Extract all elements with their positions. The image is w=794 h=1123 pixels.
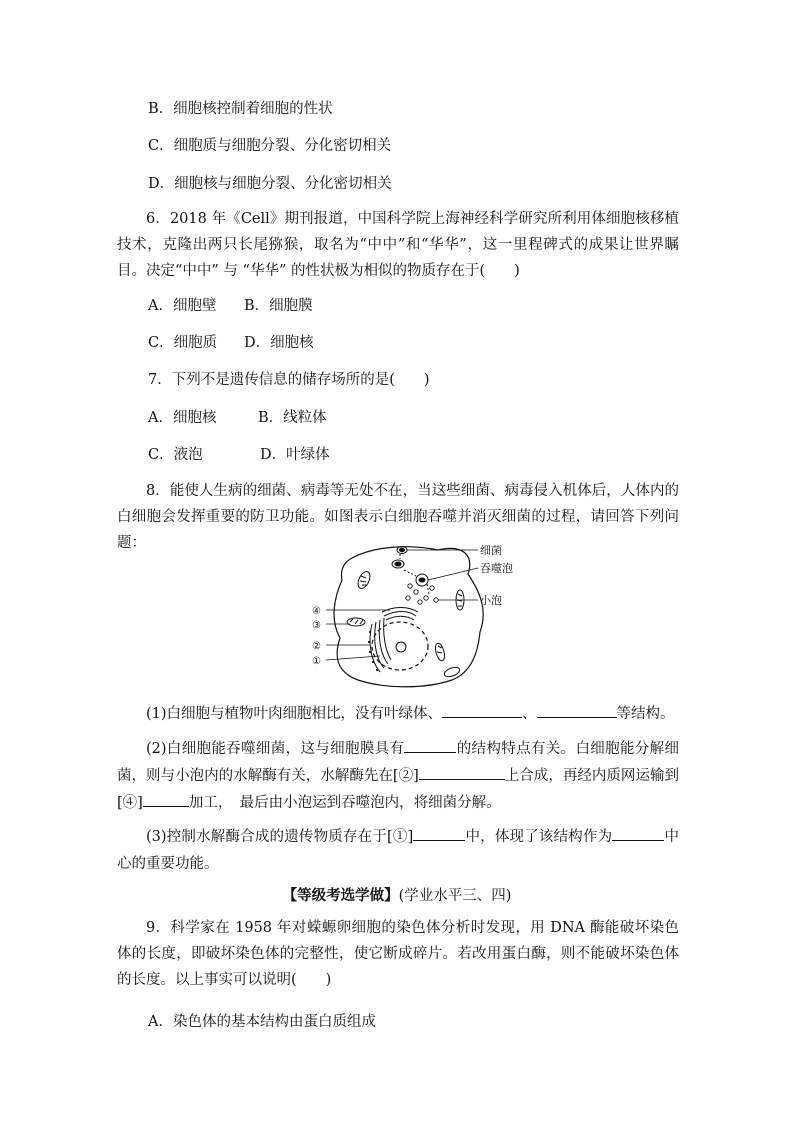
label-bacteria: 细菌	[480, 544, 502, 557]
mitochondria	[347, 570, 464, 679]
q7-option-a: A．细胞核	[148, 410, 217, 426]
q8-sub1-text-a: (1)白细胞与植物叶肉细胞相比，没有叶绿体、	[146, 706, 443, 722]
q8-sub2-text-d: 加工， 最后由小泡运到吞噬泡内，将细菌分解。	[188, 795, 501, 811]
golgi-apparatus	[382, 608, 418, 621]
label-phagosome: 吞噬泡	[480, 562, 513, 575]
cell-membrane	[334, 547, 483, 687]
q7-stem: 7．下列不是遗传信息的储存场所的是( )	[148, 372, 430, 388]
q7-option-c: C．液泡	[148, 447, 203, 463]
endoplasmic-reticulum	[370, 618, 391, 672]
q9-stem: 9．科学家在 1958 年对蝾螈卵细胞的染色体分析时发现，用 DNA 酶能破坏染色体的长度，即破坏染色体的完整性，使它断成碎片。若改用蛋白酶，则不能破坏染色体的长度。以上事实可以说明( )	[117, 920, 679, 988]
q9-option-a: A．染色体的基本结构由蛋白质组成	[148, 1014, 376, 1030]
q6-option-d: D．细胞核	[244, 335, 314, 351]
q8-sub2-blank-1[interactable]	[404, 736, 456, 753]
q5-option-b: B．细胞核控制着细胞的性状	[148, 101, 333, 117]
q8-sub1	[117, 701, 679, 727]
q8-sub3-text-b: 中，体现了该结构作为	[465, 829, 613, 845]
q8-sub1-blank-1[interactable]	[442, 701, 522, 718]
q6-stem: 6．2018 年《Cell》期刊报道，中国科学院上海神经科学研究所利用体细胞核移植技术，克隆出两只长尾猕猴，取名为“中中”和“华华”，这一里程碑式的成果让世界瞩目。决定“中中” 与 “华华” 的性状极为相似的物质存在于( )	[117, 211, 679, 279]
q5-option-d: D．细胞核与细胞分裂、分化密切相关	[148, 176, 392, 192]
q7-option-d: D．叶绿体	[260, 447, 330, 463]
q8-sub3-text-c: 中心的重要功能。	[117, 829, 680, 872]
q7-options-row1	[148, 409, 327, 427]
nucleolus	[396, 642, 406, 652]
q5-option-c: C．细胞质与细胞分裂、分化密切相关	[148, 138, 392, 154]
label-vesicle: 小泡	[480, 594, 502, 607]
white-blood-cell-figure	[312, 540, 542, 690]
vesicles	[406, 584, 438, 604]
q8-sub1-blank-2[interactable]	[537, 701, 617, 718]
section-title-rest: (学业水平三、四)	[398, 888, 512, 904]
q8-sub2-text-b: 的结构特点有关。白细胞能分解细菌，则与小泡内的水解酶有关，水解酶先在[②]	[117, 741, 679, 784]
q8-sub3-text-a: (3)控制水解酶合成的遗传物质存在于[①]	[146, 829, 414, 845]
label-2: ②	[312, 641, 321, 652]
q8-sub2	[117, 736, 679, 817]
q8-sub2-blank-3[interactable]	[143, 790, 189, 807]
q7-option-b: B．线粒体	[258, 410, 327, 426]
q6-option-c: C．细胞质	[148, 335, 218, 351]
q8-sub3-blank-2[interactable]	[612, 824, 664, 841]
bacteria-path	[392, 547, 429, 595]
q8-stem: 8．能使人生病的细菌、病毒等无处不在，当这些细菌、病毒侵入机体后，人体内的白细胞会发挥重要的防卫功能。如图表示白细胞吞噬并消灭细菌的过程，请回答下列问题：	[117, 483, 679, 551]
label-4: ④	[312, 606, 321, 617]
section-heading	[0, 887, 794, 905]
q8-sub2-text-c: 上合成，再经内质网运输到[④]	[117, 768, 679, 811]
q6-option-b: B．细胞膜	[244, 298, 313, 314]
q8-sub3-blank-1[interactable]	[413, 824, 465, 841]
q6-options-row1	[148, 297, 313, 315]
q8-sub1-text-b: 等结构。	[616, 706, 675, 722]
q8-sub1-sep: 、	[522, 706, 537, 722]
q8-sub3	[117, 824, 679, 878]
label-1: ①	[312, 656, 321, 667]
q6-options-row2	[148, 334, 314, 352]
q7-options-row2	[148, 446, 330, 464]
q8-sub2-text-a: (2)白细胞能吞噬细菌，这与细胞膜具有	[146, 741, 405, 757]
q8-sub2-blank-2[interactable]	[419, 763, 505, 780]
q6-option-a: A．细胞壁	[148, 298, 217, 314]
label-3: ③	[312, 620, 321, 631]
section-title-bold: 【等级考选学做】	[282, 887, 399, 904]
